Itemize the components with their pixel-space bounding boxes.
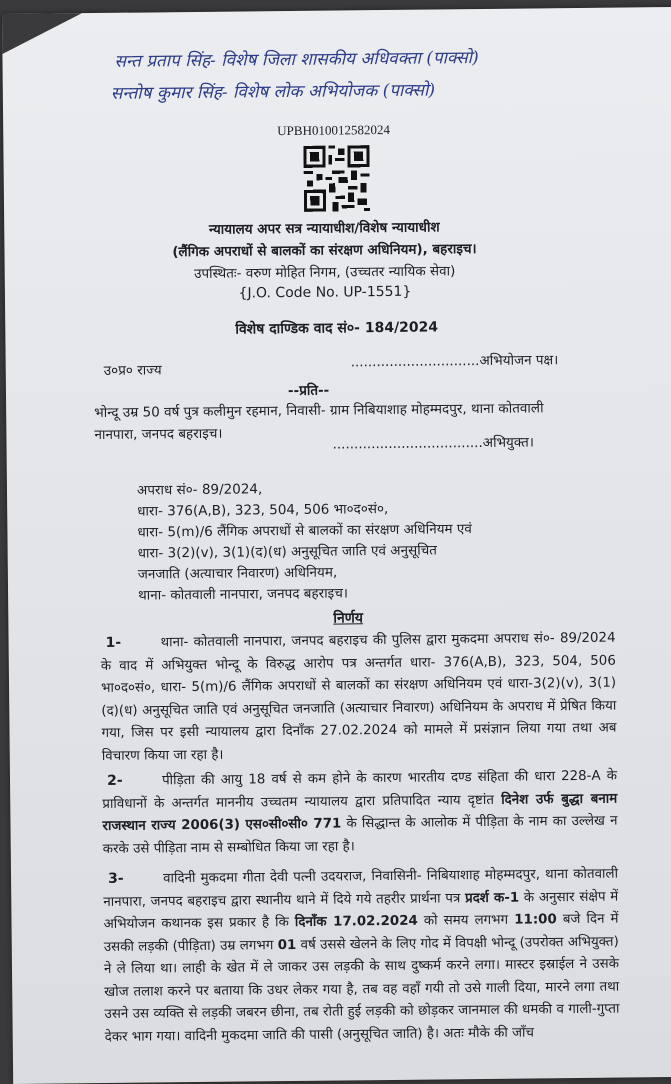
sections-scst: धारा- 3(2)(v), 3(1)(द)(ध) अनुसूचित जाति एवं अनुसूचित	[137, 542, 438, 562]
para-2-text: पीड़िता की आयु 18 वर्ष से कम होने के कारण भारतीय दण्ड संहिता की धारा 228-A के प्राविधानों के अन्तर्गत माननीय उच्चतम न्यायालय द्वारा प्रतिपादित न्याय दृष्टांत दिनेश उर्फ बुद्धा बनाम राजस्थान राज्य 2006(3) एस०सी०सी० 771 के सिद्धान्त के आलोक में पीड़िता के नाम का उल्लेख न करके उसे पीड़िता नाम से सम्बोधित किया जा रहा है।	[102, 768, 618, 857]
prosecution-label: ..............................अभियोजन पक्ष।	[350, 352, 559, 371]
torn-corner	[2, 13, 82, 54]
para-3-text: वादिनी मुकदमा गीता देवी पत्नी उदयराज, निवासिनी- निबियाशाह मोहम्मदपुर, थाना कोतवाली नानपारा, जनपद बहराइच द्वारा स्थानीय थाने में दिये गये तहरीर प्रार्थना पत्र प्रदर्श क-1 के अनुसार संक्षेप में अभियोजन कथानक इस प्रकार है कि दिनाँक 17.02.2024 को समय लगभग 11:00 बजे दिन में उसकी लड़की (पीड़िता) उम्र लगभग 01 वर्ष उससे खेलने के लिए गोद में विपक्षी भोन्दू (उपरोक्त अभियुक्त) ने ले लिया था। लाही के खेत में ले जाकर उस लड़की के साथ दुष्कर्म करने लगा। मास्टर इस्राईल ने उसके खोज तलाश करने पर बताया कि उधर लेकर गया है, तब वह वहाँ गयी तो उसे गाली दिया, मारने लगा तथा उसने उस व्यक्ति से लड़की जबरन छीना, तब रोती हुई लड़की को छोड़कर जानमाल की धमकी व गाली-गुप्ता देकर भाग गया। वादिनी मुकदमा जाति की पासी (अनुसूचित जाति) है। अतः मौके की जाँच	[103, 866, 620, 1045]
document-page	[2, 7, 671, 1084]
sections-ipc: धारा- 376(A,B), 323, 504, 506 भा०द०सं०,	[137, 500, 389, 520]
versus-label: --प्रति--	[287, 382, 330, 400]
party-state: उ०प्र० राज्य	[103, 362, 162, 379]
judgment-heading: निर्णय	[333, 610, 364, 627]
para-1-text: थाना- कोतवाली नानपारा, जनपद बहराइच की पुलिस द्वारा मुकदमा अपराध सं०- 89/2024 के वाद में अभियुक्त भोन्दू के विरुद्ध आरोप पत्र अन्तर्गत धारा- 376(A,B), 323, 504, 506 भा०द०सं०, धारा- 5(m)/6 लैंगिक अपराधों से बालकों का संरक्षण अधिनियम एवं धारा-3(2)(v), 3(1)(द)(ध) अनुसूचित जाति एवं अनुसूचित जनजाति (अत्याचार निवारण) अधिनियम के अपराध में प्रेषित किया गया, जिस पर इसी न्यायालय द्वारा दिनाँक 27.02.2024 को मामले में प्रसंज्ञान लिया गया तथा अब विचारण किया जा रहा है।	[100, 630, 617, 764]
qr-code	[303, 145, 370, 212]
crime-number: अपराध सं०- 89/2024,	[136, 481, 263, 499]
presiding-officer: उपस्थितः- वरुण मोहित निगम, (उच्चतर न्यायिक सेवा)	[193, 263, 456, 283]
sections-pocso: धारा- 5(m)/6 लैंगिक अपराधों से बालकों का संरक्षण अधिनियम एवं	[137, 521, 472, 541]
police-station: थाना- कोतवाली नानपारा, जनपद बहराइच।	[138, 585, 349, 604]
cnr-number: UPBH010012582024	[277, 121, 390, 139]
handwritten-line-1: सन्त प्रताप सिंह- विशेष जिला शासकीय अधिवक्ता (पाक्सो)	[114, 48, 479, 72]
court-name: न्यायालय अपर सत्र न्यायाधीश/विशेष न्यायाधीश	[208, 219, 440, 238]
case-number: विशेष दाण्डिक वाद सं०- 184/2024	[235, 319, 439, 338]
accused-line-2: नानपारा, जनपद बहराइच।	[94, 425, 223, 444]
para-1-number: 1-	[105, 634, 122, 651]
court-act: (लैंगिक अपराधों से बालकों का संरक्षण अधिनियम), बहराइच।	[172, 241, 477, 261]
para-2-number: 2-	[106, 772, 123, 789]
sections-scst-cont: जनजाति (अत्याचार निवारण) अधिनियम,	[137, 564, 338, 583]
accused-line-1: भोन्दू उम्र 50 वर्ष पुत्र कलीमुन रहमान, निवासी- ग्राम निबियाशाह मोहम्मदपुर, थाना कोतवाली	[94, 400, 544, 422]
para-3-number: 3-	[107, 870, 124, 887]
handwritten-line-2: सन्तोष कुमार सिंह- विशेष लोक अभियोजक (पाक्सो)	[110, 80, 436, 104]
jo-code: {J.O. Code No. UP-1551}	[238, 283, 412, 302]
accused-label: ...................................अभियुक्त।	[332, 434, 534, 453]
